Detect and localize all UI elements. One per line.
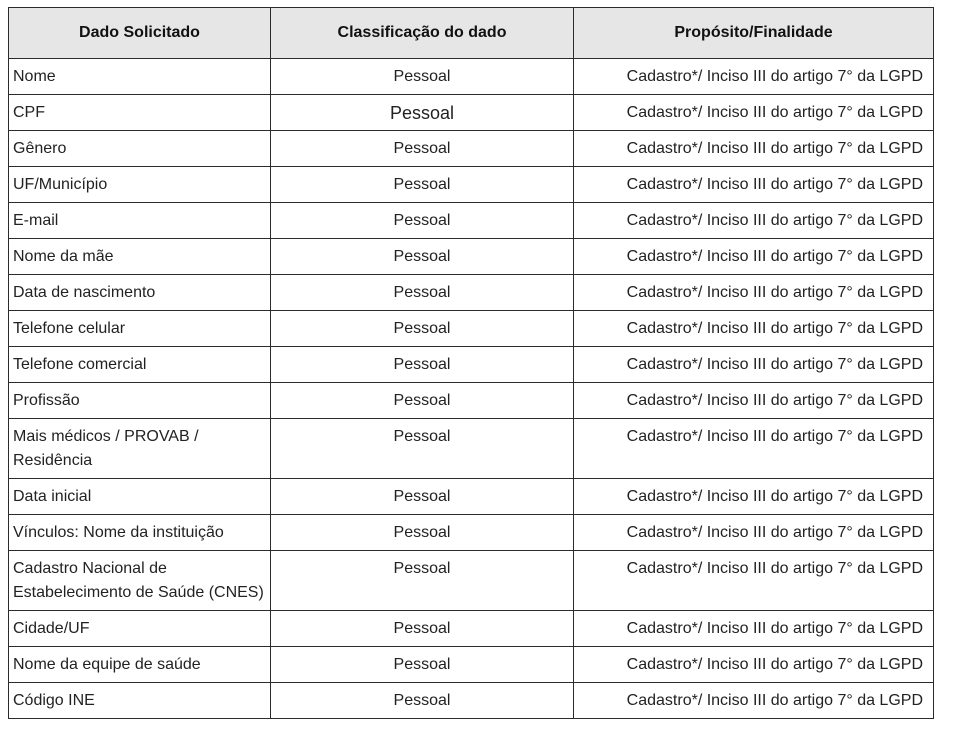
cell-classification: Pessoal	[271, 131, 574, 167]
table-row	[9, 479, 934, 515]
table-row	[9, 239, 934, 275]
cell-purpose: Cadastro*/ Inciso III do artigo 7° da LGPD	[574, 239, 934, 275]
cell-classification: Pessoal	[271, 479, 574, 515]
cell-field: Telefone celular	[9, 311, 271, 347]
cell-classification: Pessoal	[271, 515, 574, 551]
cell-classification: Pessoal	[271, 551, 574, 611]
cell-purpose: Cadastro*/ Inciso III do artigo 7° da LGPD	[574, 383, 934, 419]
cell-field: UF/Município	[9, 167, 271, 203]
cell-purpose: Cadastro*/ Inciso III do artigo 7° da LGPD	[574, 551, 934, 611]
cell-field: Telefone comercial	[9, 347, 271, 383]
cell-classification: Pessoal	[271, 239, 574, 275]
cell-field: Cidade/UF	[9, 611, 271, 647]
cell-field: E-mail	[9, 203, 271, 239]
cell-purpose: Cadastro*/ Inciso III do artigo 7° da LGPD	[574, 95, 934, 131]
cell-purpose: Cadastro*/ Inciso III do artigo 7° da LGPD	[574, 347, 934, 383]
table-row	[9, 311, 934, 347]
cell-classification: Pessoal	[271, 167, 574, 203]
table-row	[9, 683, 934, 719]
table-row	[9, 59, 934, 95]
header-classificacao: Classificação do dado	[271, 8, 574, 59]
table-row	[9, 611, 934, 647]
cell-field: Nome da equipe de saúde	[9, 647, 271, 683]
table-row	[9, 203, 934, 239]
table-row	[9, 95, 934, 131]
table-row	[9, 419, 934, 479]
cell-purpose: Cadastro*/ Inciso III do artigo 7° da LGPD	[574, 131, 934, 167]
cell-classification: Pessoal	[271, 311, 574, 347]
cell-classification: Pessoal	[271, 419, 574, 479]
cell-classification: Pessoal	[271, 347, 574, 383]
cell-field: Código INE	[9, 683, 271, 719]
cell-purpose: Cadastro*/ Inciso III do artigo 7° da LGPD	[574, 59, 934, 95]
cell-field: Cadastro Nacional de Estabelecimento de Saúde (CNES)	[9, 551, 271, 611]
cell-field: Vínculos: Nome da instituição	[9, 515, 271, 551]
cell-field: Gênero	[9, 131, 271, 167]
cell-classification: Pessoal	[271, 95, 574, 131]
data-classification-table	[8, 7, 934, 719]
table-header-row	[9, 8, 934, 59]
table-row	[9, 275, 934, 311]
cell-classification: Pessoal	[271, 59, 574, 95]
cell-purpose: Cadastro*/ Inciso III do artigo 7° da LGPD	[574, 203, 934, 239]
cell-classification: Pessoal	[271, 611, 574, 647]
table-row	[9, 551, 934, 611]
header-dado-solicitado: Dado Solicitado	[9, 8, 271, 59]
cell-purpose: Cadastro*/ Inciso III do artigo 7° da LGPD	[574, 167, 934, 203]
header-proposito: Propósito/Finalidade	[574, 8, 934, 59]
cell-field: Mais médicos / PROVAB / Residência	[9, 419, 271, 479]
cell-classification: Pessoal	[271, 647, 574, 683]
cell-purpose: Cadastro*/ Inciso III do artigo 7° da LGPD	[574, 311, 934, 347]
table-row	[9, 347, 934, 383]
cell-field: Nome da mãe	[9, 239, 271, 275]
table-row	[9, 167, 934, 203]
cell-classification: Pessoal	[271, 203, 574, 239]
cell-purpose: Cadastro*/ Inciso III do artigo 7° da LGPD	[574, 419, 934, 479]
data-table-container	[8, 7, 934, 719]
cell-purpose: Cadastro*/ Inciso III do artigo 7° da LGPD	[574, 683, 934, 719]
cell-purpose: Cadastro*/ Inciso III do artigo 7° da LGPD	[574, 515, 934, 551]
cell-field: Nome	[9, 59, 271, 95]
cell-purpose: Cadastro*/ Inciso III do artigo 7° da LGPD	[574, 647, 934, 683]
cell-classification: Pessoal	[271, 383, 574, 419]
cell-field: Data de nascimento	[9, 275, 271, 311]
cell-classification: Pessoal	[271, 683, 574, 719]
cell-field: Profissão	[9, 383, 271, 419]
table-row	[9, 647, 934, 683]
cell-purpose: Cadastro*/ Inciso III do artigo 7° da LGPD	[574, 479, 934, 515]
table-row	[9, 515, 934, 551]
cell-field: CPF	[9, 95, 271, 131]
table-row	[9, 383, 934, 419]
table-row	[9, 131, 934, 167]
cell-classification: Pessoal	[271, 275, 574, 311]
cell-purpose: Cadastro*/ Inciso III do artigo 7° da LGPD	[574, 611, 934, 647]
cell-field: Data inicial	[9, 479, 271, 515]
cell-purpose: Cadastro*/ Inciso III do artigo 7° da LGPD	[574, 275, 934, 311]
